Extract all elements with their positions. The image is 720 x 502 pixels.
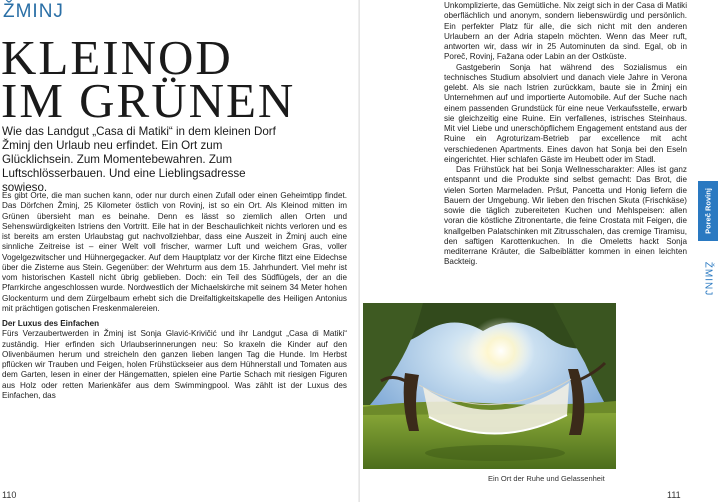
body-paragraph: Es gibt Orte, die man suchen kann, oder nur durch einen Zufall oder einen Geheimtipp findet. Das Dörfchen Žminj, 25 Kilometer östlich von Rovinj, ist so ein Ort. Als Kleinod mitten im Grünen übersieht man es beinahe. Denn es lässt so ziemlich allen Orten und Sehenswürdigkeiten Istriens den Vortritt. Eile hat in der Beschaulichkeit nichts verloren und es ist bereits am ersten Urlaubstag gut nachvollziehbar, dass eine Auszeit in Žminj auch eine sinnliche Zeitreise ist – einer Welt voll frischer, warmer Luft und weichem Gras, voller Vogelgezwitscher und Hühnergegacker. Auf dem Hauptplatz vor der Kirche flitzt eine Eidechse über die Zisterne aus Stein. Gegenüber: der Wehrturm aus dem 15. Jahrhundert. Viel mehr ist vom historischen Kastell nicht übrig geblieben. Doch: ein Teil des Südflügels, der an die Pfarrkirche angeschlossen wurde. Nordwestlich der Michaelskirche mit seinem 34 Meter hohen Glockenturm und dem Zürgelbaum erhebt sich die Dreifaltigkeitskapelle des Heiligen Antonius mit prächtigen gotischen Freskenmalereien.: [2, 191, 347, 313]
headline: [1, 30, 321, 128]
headline-line-1: KLEINOD: [1, 30, 233, 85]
running-head: [697, 262, 719, 296]
photo-caption: Ein Ort der Ruhe und Gelassenheit: [488, 474, 605, 483]
lead-paragraph: Wie das Landgut „Casa di Matiki“ in dem kleinen Dorf Žminj den Urlaub neu erfindet. Ein Ort zum Glücklichsein. Zum Momentebewahren. Zum Luftschlösserbauen. Und eine Lieblingsadresse sowieso.: [2, 125, 276, 194]
hammock-photo: [363, 303, 616, 469]
headline-line-2: IM GRÜNEN: [1, 73, 296, 128]
region-tab-label: Poreč Rovinj: [703, 188, 713, 234]
body-paragraph: Unkomplizierte, das Gemütliche. Nix zeigt sich in der Casa di Matiki oberflächlich und anonym, sondern liebenswürdig und persönlich. Ein perfekter Platz für alle, die sich nicht mit den anderen Urlaubern an der Adria stapeln möchten. Wenn das Meer ruft, antworten wir, dass wir in 25 Autominuten da sind. Egal, ob in Poreč, Rovinj, Fažana oder Labin an der Ostküste.: [444, 1, 687, 62]
hammock-photo-illustration: [363, 303, 616, 469]
right-body-column: [444, 1, 687, 268]
right-page: [360, 0, 720, 502]
page-number-right: 111: [667, 490, 681, 500]
running-head-label: ŽMINJ: [702, 261, 714, 297]
region-tab: [698, 181, 718, 241]
body-paragraph: Das Frühstück hat bei Sonja Wellnesscharakter: Alles ist ganz entspannt und die Produkte sind selbst gemacht: Das Brot, die vielen Sorten Marmeladen. Pršut, Pancetta und Honig liefern die Bauern der Umgebung. Wir lieben den frischen Skuta (Frischkäse) sowie die täglich zubereiteten Kuchen und Mehlspeisen: allen voran die köstliche Zitronentarte, die feine Crostata mit Feigen, die knallgelben Palatschinken mit Zitrusschalen, das cremige Tiramisu, den saftigen Karottenkuchen. In die Omeletts hackt Sonja mediterrane Kräuter, die Salbeiblätter kommen in einen leichten Backteig.: [444, 165, 687, 267]
section-label: ŽMINJ: [3, 1, 64, 22]
subheading: Der Luxus des Einfachen: [2, 319, 100, 328]
body-paragraph: Gastgeberin Sonja hat während des Sozialismus ein technisches Studium absolviert und danach viele Jahre in Verona gelebt. Als sie nach Istrien zurückkam, baute sie in Žminj ein Unternehmen auf und importierte Automobile. Auf der Suche nach einem passenden Grundstück für eine neue Verkaufsstelle, erwarb sie gleichzeitig eine Ruine. Ein verfallenes, istrisches Steinhaus. Mit viel Liebe und unerschöpflichem Engagement entstand aus der Ruine ein Agroturizam-Betrieb par excellence mit acht verschiedenen Apartments. Eines davon hat Sonja bei den Eseln eingerichtet. Hier schlafen Gäste im Heubett oder im Stadl.: [444, 62, 687, 164]
page-number-left: 110: [2, 490, 17, 500]
body-paragraph: Fürs Verzaubertwerden in Žminj ist Sonja Glavić-Krivičić und ihr Landgut „Casa di Matiki“ zuständig. Hier erfinden sich Urlaubserinnerungen neu: So kraxeln die Kinder auf den Olivenbäumen herum und streicheln den ganzen lieben langen Tag die Hunde. Im Herbst pflücken wir Trauben und Feigen, holen Frühstückseier aus dem Hühnerstall und Tomaten aus dem Garten, lesen in einer der Hängematten, spielen eine Partie Schach mit riesigen Figuren aus Holz oder retten Marienkäfer aus dem Swimmingpool. Was zählt ist der Luxus des Einfachen, das: [2, 329, 347, 400]
left-body-column: [2, 191, 347, 401]
